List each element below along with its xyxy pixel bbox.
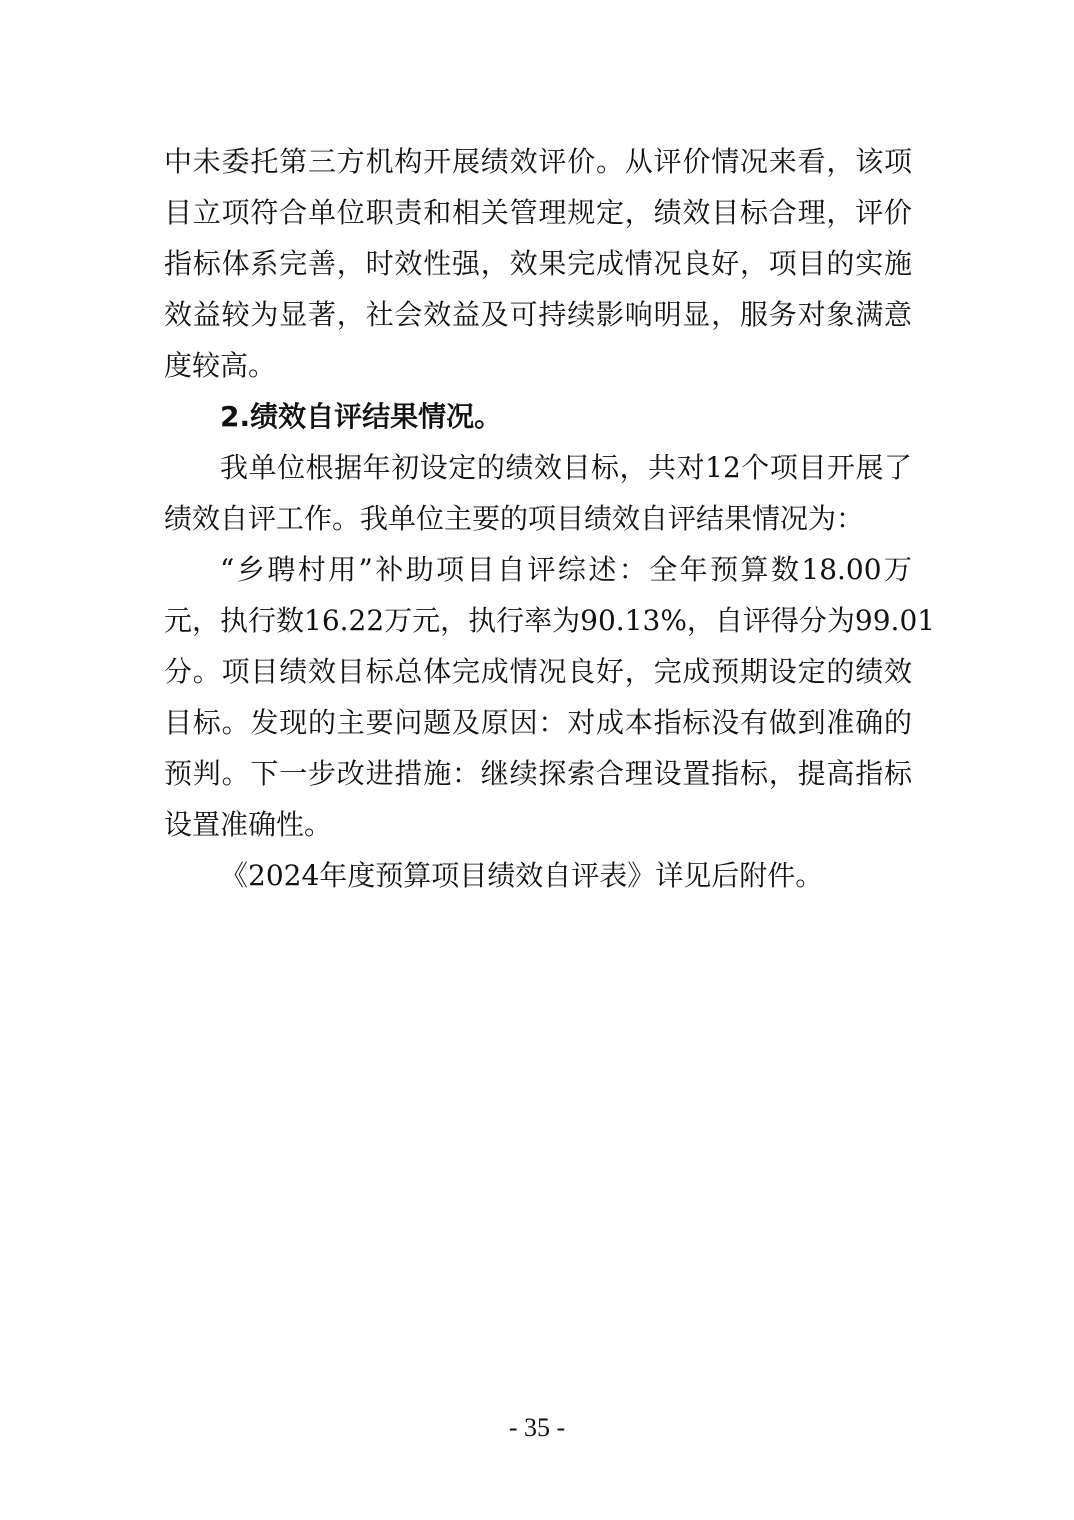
paragraph-3-line-5: 预判。下一步改进措施：继续探索合理设置指标，提高指标 xyxy=(164,757,912,790)
attachment-note: 《2024年度预算项目绩效自评表》详见后附件。 xyxy=(220,859,824,892)
paragraph-1-line-4: 效益较为显著，社会效益及可持续影响明显，服务对象满意 xyxy=(164,298,912,331)
paragraph-3-line-1: “乡聘村用”补助项目自评综述：全年预算数18.00万 xyxy=(220,553,912,586)
paragraph-1-line-5: 度较高。 xyxy=(164,349,277,382)
paragraph-1-line-2: 目立项符合单位职责和相关管理规定，绩效目标合理，评价 xyxy=(164,196,912,229)
paragraph-3-line-3: 分。项目绩效目标总体完成情况良好，完成预期设定的绩效 xyxy=(164,655,912,688)
page-number: - 35 - xyxy=(508,1413,566,1442)
paragraph-1-line-3: 指标体系完善，时效性强，效果完成情况良好，项目的实施 xyxy=(164,247,912,280)
paragraph-3-line-2: 元，执行数16.22万元，执行率为90.13%，自评得分为99.01 xyxy=(164,604,936,637)
paragraph-1-line-1: 中未委托第三方机构开展绩效评价。从评价情况来看，该项 xyxy=(164,145,912,178)
paragraph-2-line-2: 绩效自评工作。我单位主要的项目绩效自评结果情况为： xyxy=(164,502,865,535)
paragraph-3-line-6: 设置准确性。 xyxy=(164,808,333,841)
paragraph-3-line-4: 目标。发现的主要问题及原因：对成本指标没有做到准确的 xyxy=(164,706,912,739)
paragraph-2-line-1: 我单位根据年初设定的绩效目标，共对12个项目开展了 xyxy=(220,451,912,484)
section-heading: 2.绩效自评结果情况。 xyxy=(220,400,503,433)
